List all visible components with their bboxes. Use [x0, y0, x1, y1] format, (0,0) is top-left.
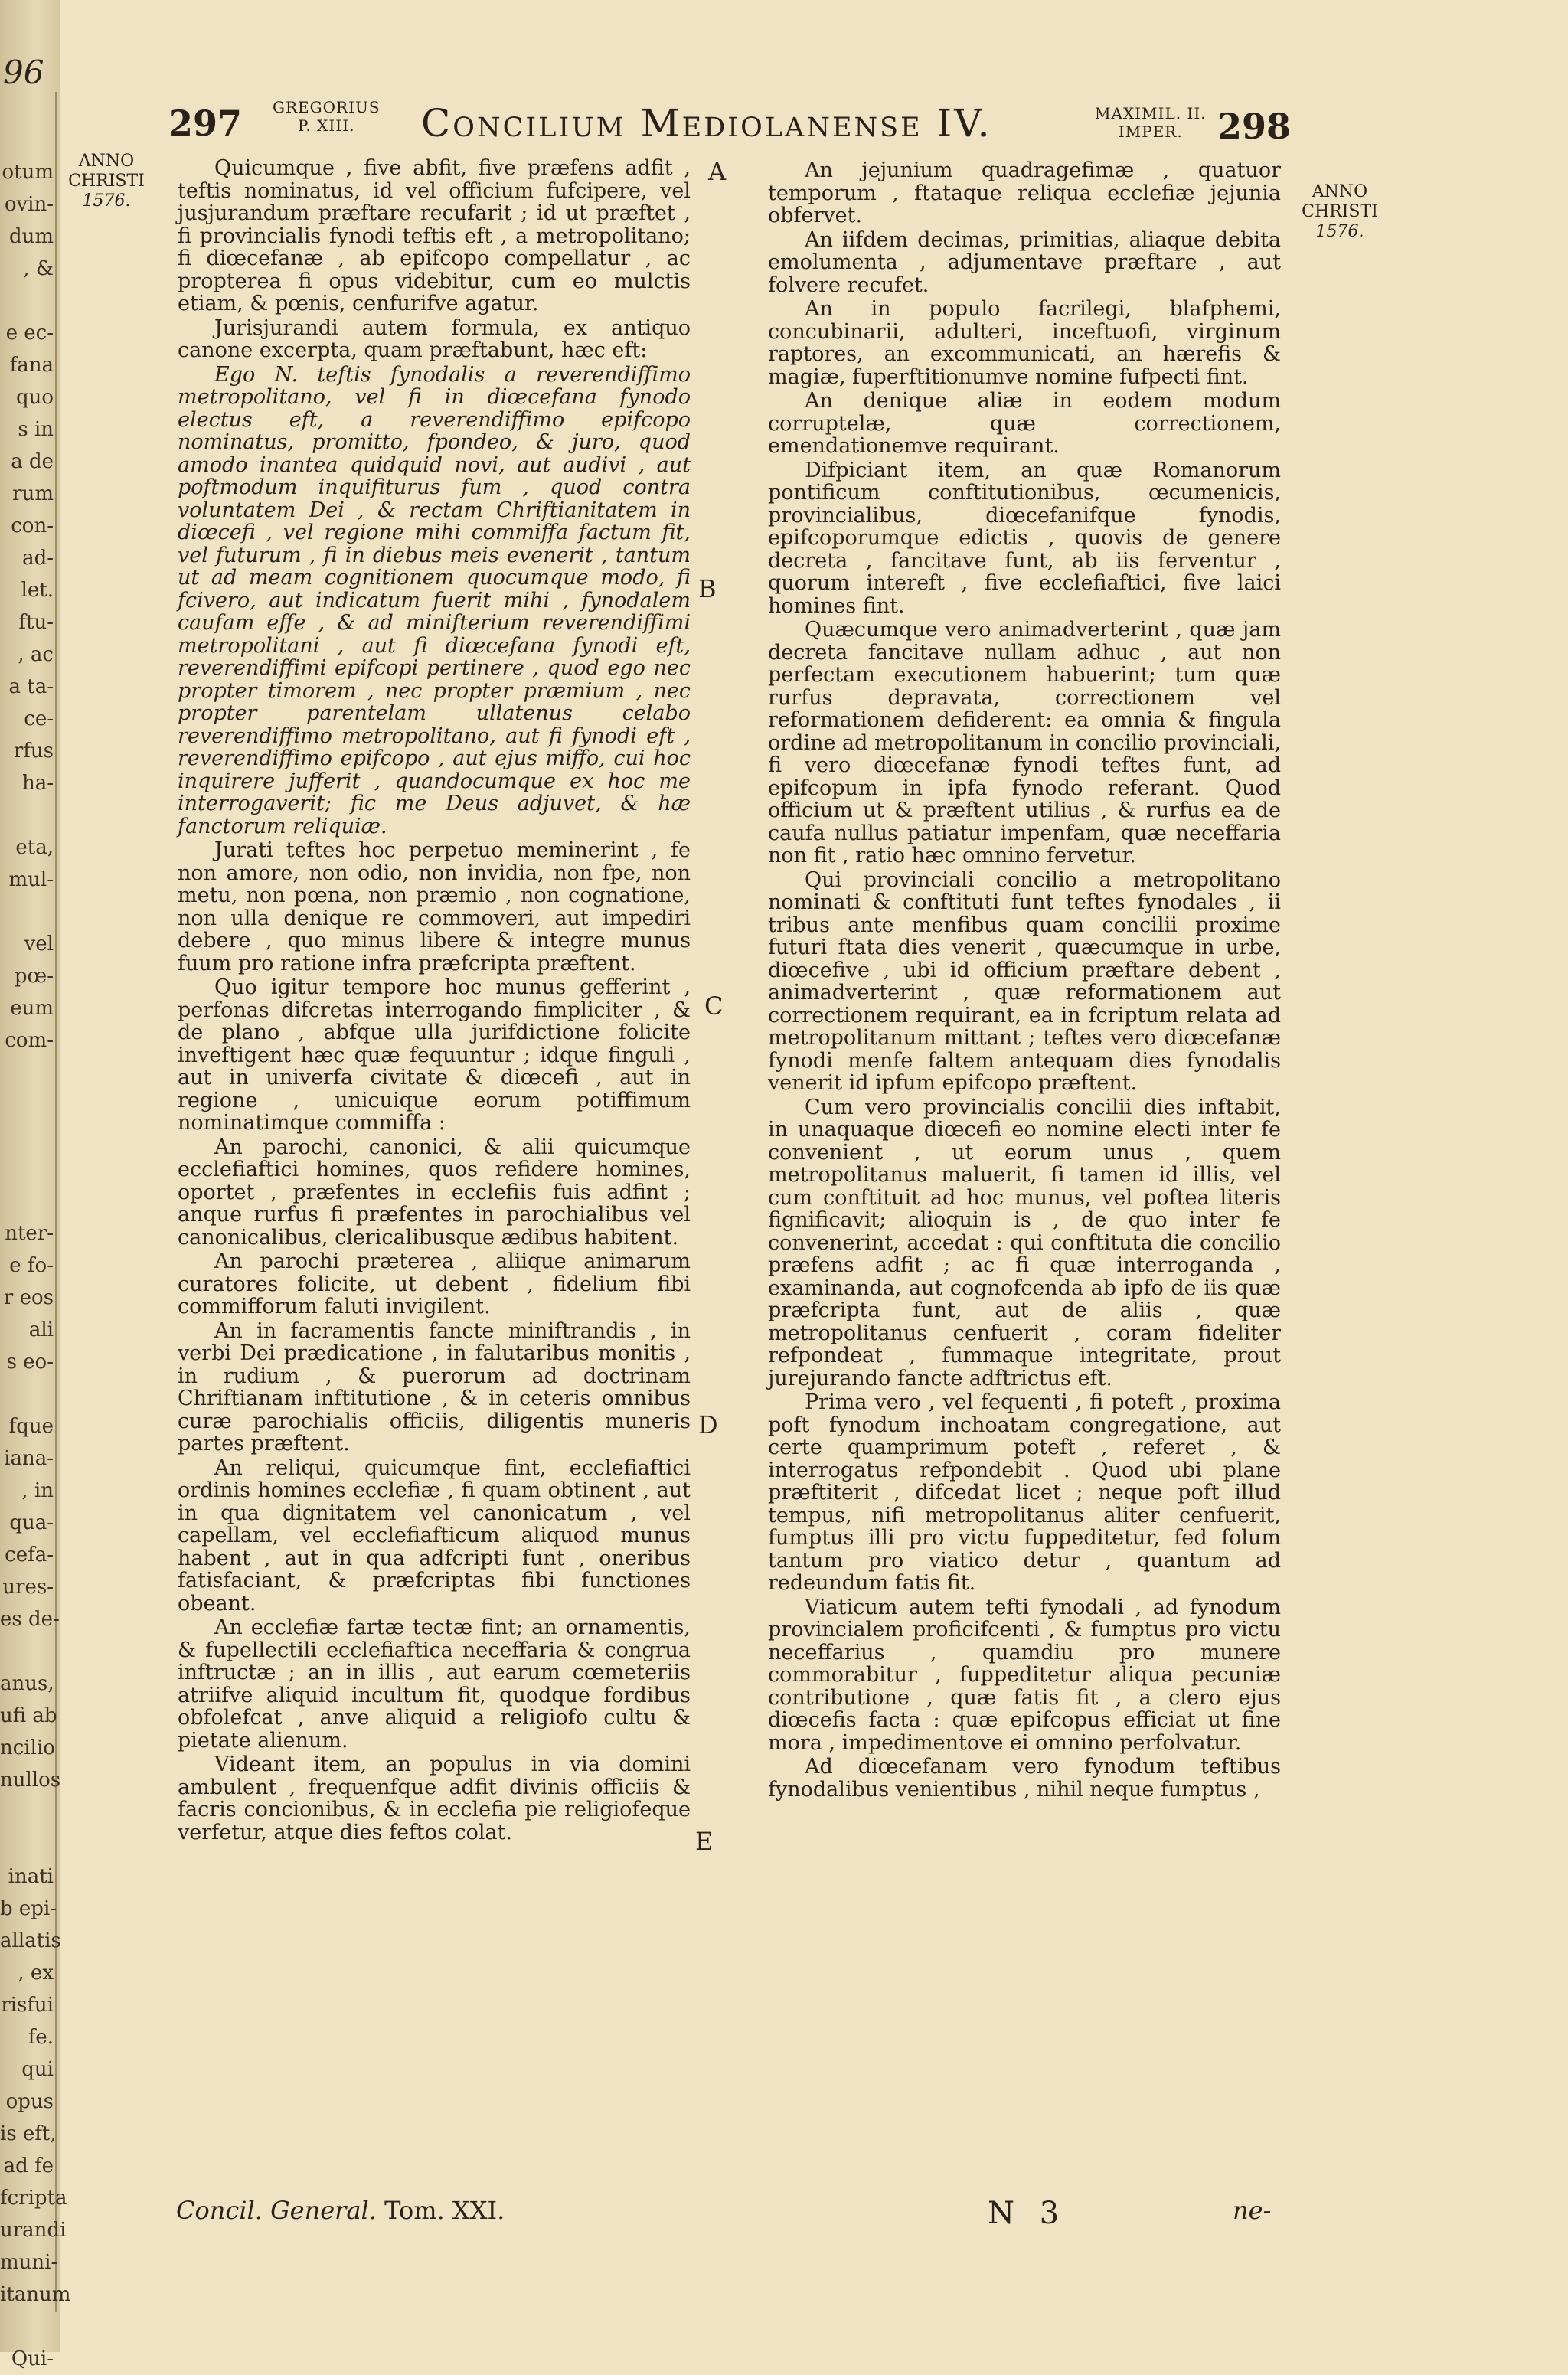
margin-fragment	[0, 285, 58, 317]
margin-fragment	[0, 2311, 58, 2343]
left-running-head	[273, 98, 381, 135]
margin-fragment: rum	[12, 482, 54, 505]
running-header	[77, 98, 1547, 152]
anno-left-line2: CHRISTI	[68, 172, 145, 191]
paragraph: Prima vero , vel fequenti , fi poteft , proxima poft fynodum inchoatam congregatione, aut certe quamprimum poteft , referet , & interrogatus refpondebit . Quod ubi plane præftiterit , difcedat licet ; neque poft illud tempus, nifi metropolitanus aliter cenfuerit, fumptus illi pro victu fuppeditetur, fed folum tantum pro viatico detur , quantum ad redeundum fatis fit.	[768, 1390, 1281, 1595]
right-head-line2: IMPER.	[1118, 123, 1183, 141]
section-marker-e: E	[695, 1827, 714, 1856]
margin-fragment: rfus	[13, 740, 54, 763]
paragraph: An parochi præterea , aliique animarum curatores folicite, ut debent , fidelium fibi commifforum faluti invigilent.	[178, 1250, 691, 1318]
margin-fragment	[0, 124, 58, 156]
margin-fragment: let.	[21, 579, 54, 602]
anno-left-year: 1576.	[82, 191, 131, 211]
volume-footer	[176, 2196, 505, 2225]
margin-fragment: urandi	[0, 2219, 67, 2242]
section-marker-c: C	[704, 991, 724, 1021]
margin-fragment: nter-	[5, 1222, 54, 1245]
margin-fragment: mul-	[8, 868, 54, 891]
margin-fragment	[0, 1796, 58, 1828]
paragraph: Qui provinciali concilio a metropolitano nominati & conftituti funt teftes fynodales , ii tribus ante menfibus quam concilii proxime futuri ftata dies venerit , quæcumque in urbe, diœcefive , ubi id officium præftare debent , animadverterint , quæ reformationem aut correctionem requirant, ea in fcriptum relata ad metropolitanum mittant ; teftes vero diœcefanæ fynodi menfe faltem antequam dies fynodalis venerit id ipfum epifcopo præftent.	[768, 867, 1281, 1095]
section-marker-a: A	[708, 157, 727, 186]
margin-fragment: fcripta	[0, 2187, 67, 2210]
margin-fragment	[0, 896, 58, 928]
paragraph: Quo igitur tempore hoc munus gefferint , perfonas difcretas interrogando fimpliciter , & de plano , abfque ulla jurifdictione folicite inveftigent hæc quæ fequuntur ; idque finguli , aut in univerfa civitate & diœcefi , aut in regione , unicuique eorum potiffimum nominatimque commiffa :	[178, 975, 691, 1135]
margin-fragment: nullos	[0, 1769, 61, 1792]
margin-fragment: ali	[28, 1318, 54, 1341]
right-page-number: 298	[1217, 106, 1292, 147]
paragraph: Difpiciant item, an quæ Romanorum pontificum conftitutionibus, œcumenicis, provincialibus, diœcefanifque fynodis, epifcoporumque edictis , quovis de genere decreta , fancitave funt, ab iis ferventur , quorum intereft , five ecclefiaftici, five laici homines fint.	[768, 458, 1281, 618]
oath-formula: Ego N. teftis fynodalis a reverendiffimo metropolitano, vel fi in diœcefana fynodo electus eft, a reverendiffimo epifcopo nominatus, promitto, fpondeo, & juro, quod amodo inantea quidquid novi, aut audivi , aut poftmodum inquifiturus fum , quod contra voluntatem Dei , & rectam Chriftianitatem in diœcefi , vel regione mihi commiffa factum fit, vel futurum , fi in diebus meis evenerit , tantum ut ad meam cognitionem quocumque modo, fi fcivero, aut indicatum fuerit mihi , fynodalem caufam effe , & ad minifterium reverendiffimi metropolitani , aut fi diœcefana fynodi eft, reverendiffimi epifcopi pertinere , quod ego nec propter timorem , nec propter præmium , nec propter parentelam ullatenus celabo reverendiffimo metropolitano, aut fi fynodi eft , reverendiffimo epifcopo , aut ejus miffo, cui hoc inquirere jufferit , quandocumque ex hoc me interrogaverit; fic me Deus adjuvet, & hæ fanctorum reliquiæ.	[178, 362, 691, 838]
paragraph: An in populo facrilegi, blafphemi, concubinarii, adulteri, inceftuofi, virginum raptores, an excommunicati, an hærefis & magiæ, fuperftitionumve nomine fufpecti fint.	[768, 297, 1281, 389]
margin-fragment: fana	[9, 354, 54, 377]
margin-fragment: s in	[18, 418, 54, 441]
margin-fragment: anus,	[0, 1672, 54, 1695]
previous-page-number: 96	[3, 54, 44, 91]
margin-fragment	[0, 1089, 58, 1121]
signature-mark: N 3	[988, 2196, 1067, 2231]
paragraph: Jurati teftes hoc perpetuo meminerint , fe non amore, non odio, non invidia, non fpe, non metu, non pœna, non præmio , non cognatione, non ulla denique re commoveri, aut impediri debere , quo minus libere & integre munus fuum pro ratione infra præfcripta præftent.	[178, 838, 691, 975]
margin-fragment: ovin-	[4, 193, 54, 216]
page-title: Concilium Mediolanense IV.	[421, 101, 992, 145]
margin-fragment: qui	[21, 2058, 54, 2081]
margin-fragment: a ta-	[8, 675, 54, 698]
margin-fragment: ures-	[2, 1576, 54, 1599]
anno-right-line2: CHRISTI	[1302, 202, 1378, 221]
paragraph: Cum vero provincialis concilii dies inftabit, in unaquaque diœcefi eo nomine electi inter fe convenient , ut eorum unus , quem metropolitanus maluerit, fi tamen id illis, vel cum conftituit ad hoc munus, vel poftea literis fignificavit; alioquin is , de quo inter fe convenerint, accedat : qui conftituta die concilio præfens adfit ; ac fi quæ interroganda , examinanda, aut cognofcenda ab ipfo de iis quæ præfcripta funt, aut de aliis , quæ metropolitanus cenfuerit , coram fideliter refpondeat , fummaque integritate, prout jurejurando fancte adftrictus eft.	[768, 1095, 1281, 1390]
margin-fragment: fque	[8, 1415, 54, 1438]
margin-fragment: eta,	[15, 836, 54, 859]
left-page-number: 297	[168, 103, 243, 144]
paragraph: Jurisjurandi autem formula, ex antiquo canone excerpta, quam præftabunt, hæc eft:	[178, 315, 691, 362]
paragraph: An jejunium quadragefimæ , quatuor temporum , ftataque reliqua ecclefiæ jejunia obfervet.	[768, 158, 1281, 227]
margin-fragment: risfui	[1, 1994, 54, 2017]
margin-fragment	[0, 1057, 58, 1089]
previous-page-edge	[0, 92, 71, 2370]
margin-fragment	[0, 1121, 58, 1153]
margin-fragment: quo	[15, 386, 54, 409]
right-column	[768, 159, 1281, 1802]
margin-fragment	[0, 1378, 58, 1410]
margin-fragment: ftu-	[18, 611, 54, 634]
anno-right-year: 1576.	[1315, 222, 1364, 241]
margin-fragment: vel	[24, 933, 54, 956]
margin-fragment: allatis	[0, 1929, 61, 1952]
margin-fragment	[0, 1153, 58, 1185]
margin-fragment: opus	[5, 2090, 54, 2113]
margin-fragment: b epi-	[0, 1897, 57, 1920]
catchword: ne-	[1233, 2196, 1272, 2225]
margin-fragment: r eos	[3, 1286, 54, 1309]
margin-fragment: e ec-	[5, 322, 54, 345]
margin-fragment	[0, 1828, 58, 1860]
paragraph: An reliqui, quicumque fint, ecclefiaftici ordinis homines ecclefiæ , fi quam obtinent , aut in qua dignitatem vel canonicatum , vel capellam, vel ecclefiafticum aliquod munus habent , aut in qua adfcripti funt , oneribus fatisfaciant, & præfcriptas fibi functiones obeant.	[178, 1455, 691, 1615]
paragraph: An in facramentis fancte miniftrandis , in verbi Dei prædicatione , in falutaribus monitis , in rudium , & puerorum ad doctrinam Chriftianam inftitutione , & in ceteris omnibus curæ parochialis officiis, diligentis muneris partes præftent.	[178, 1318, 691, 1455]
margin-fragment: eum	[10, 997, 54, 1020]
paragraph: Quæcumque vero animadverterint , quæ jam decreta fancitave nullam adhuc , aut non perfectam executionem habuerint; tum quæ rurfus depravata, correctionem vel reformationem defiderent: ea omnia & fingula ordine ad metropolitanum in concilio provinciali, fi vero diœcefanæ fynodi teftes funt, ad epifcopum in ipfa fynodo referant. Quod officium ut & præftent utilius , & rurfus ea de caufa nullus patiatur impenfam, quæ neceffaria non fit , ratio hæc omnino fervetur.	[768, 618, 1281, 867]
paragraph: An iifdem decimas, primitias, aliaque debita emolumenta , adjumentave præftare , aut folvere recufet.	[768, 227, 1281, 297]
section-marker-d: D	[698, 1410, 718, 1439]
margin-fragment	[0, 799, 58, 831]
paragraph: Ad diœcefanam vero fynodum teftibus fynodalibus venientibus , nihil neque fumptus ,	[768, 1755, 1281, 1802]
margin-fragment: , &	[23, 257, 54, 280]
anno-right-marginal	[1294, 182, 1386, 242]
margin-fragment	[0, 1635, 58, 1668]
margin-fragment: iana-	[4, 1447, 54, 1470]
paragraph: Quicumque , five abfit, five præfens adfit , teftis nominatus, id vel officium fufcipere, vel jusjurandum præftare recufarit ; id ut præftet , fi provincialis fynodi teftis eft , a metropolitano; fi diœcefanæ , ab epifcopo compellatur , ac propterea fi opus videbitur, cum eo mulctis etiam, & pœnis, cenfurifve agatur.	[178, 156, 691, 315]
anno-right-line1: ANNO	[1312, 182, 1368, 201]
margin-fragment: is eft,	[0, 2122, 57, 2145]
margin-fragment: muni-	[0, 2251, 58, 2274]
margin-fragment: , in	[21, 1479, 54, 1502]
paragraph: An ecclefiæ fartæ tectæ fint; an ornamentis, & fupellectili ecclefiaftica neceffaria & congrua inftructæ ; an in illis , aut earum cœmeteriis atriifve aliquid incultum fit, quodque fordibus obfolefcat , anve aliquid a religiofo cultu & pietate alienum.	[178, 1615, 691, 1753]
margin-fragment: qua-	[9, 1511, 54, 1534]
margin-fragment: com-	[5, 1029, 54, 1052]
margin-fragment: ce-	[24, 707, 54, 730]
margin-fragment: e fo-	[9, 1254, 54, 1277]
volume-number: Tom. XXI.	[384, 2196, 505, 2225]
left-head-line1: GREGORIUS	[273, 98, 381, 116]
anno-left-line1: ANNO	[78, 152, 135, 171]
margin-fragment: ncilio	[0, 1736, 55, 1759]
margin-fragment: ha-	[21, 772, 54, 795]
left-column	[178, 157, 691, 1845]
margin-fragment: con-	[11, 515, 54, 537]
paragraph: An parochi, canonici, & alii quicumque ecclefiaftici homines, quos refidere homines, oportet , præfentes in ecclefiis fuis adfint ; anque rurfus fi præfentes in parochialibus vel canonicalibus, clericalibusque ædibus habitent.	[178, 1135, 691, 1250]
margin-fragment: ufi ab	[0, 1704, 57, 1727]
paragraph: Viaticum autem tefti fynodali , ad fynodum provincialem proficifcenti , & fumptus pro victu neceffarius , quamdiu pro munere commorabitur , fuppeditetur aliqua pecuniæ contributione , quæ fatis fit , a clero ejus diœcefis facta : quæ epifcopus efficiat ut fine mora , impedimentove ei omnino perfolvatur.	[768, 1595, 1281, 1755]
anno-left-marginal	[61, 152, 152, 211]
margin-fragment	[0, 1185, 58, 1217]
right-head-line1: MAXIMIL. II.	[1095, 104, 1207, 123]
margin-fragment: , ex	[18, 1962, 54, 1985]
margin-fragment: Qui-	[11, 2347, 54, 2370]
margin-fragment: fe.	[28, 2026, 54, 2049]
margin-fragment: dum	[8, 225, 54, 248]
margin-fragment: s eo-	[6, 1351, 54, 1374]
margin-fragment	[0, 92, 58, 124]
margin-fragment: inati	[8, 1865, 54, 1888]
paragraph: Videant item, an populus in via domini ambulent , frequenfque adfit divinis officiis & facris concionibus, & in ecclefia pie religiofeque verfetur, atque dies feftos colat.	[178, 1753, 691, 1844]
margin-fragment: ad fe	[3, 2154, 54, 2177]
margin-fragment: a de	[11, 450, 54, 473]
margin-fragment: es de-	[0, 1608, 60, 1631]
left-head-line2: P. XIII.	[298, 116, 355, 135]
margin-fragment: pœ-	[14, 965, 54, 988]
right-running-head	[1095, 104, 1207, 141]
margin-fragment: itanum	[0, 2283, 71, 2306]
volume-prefix: Concil. General.	[176, 2196, 377, 2225]
margin-fragment: , ac	[18, 643, 54, 666]
margin-fragment: cefa-	[5, 1544, 54, 1566]
section-marker-b: B	[698, 574, 717, 603]
margin-fragment: otum	[2, 161, 54, 184]
paragraph: An denique aliæ in eodem modum corruptelæ, quæ correctionem, emendationemve requirant.	[768, 389, 1281, 458]
margin-fragment: ad-	[22, 547, 54, 570]
